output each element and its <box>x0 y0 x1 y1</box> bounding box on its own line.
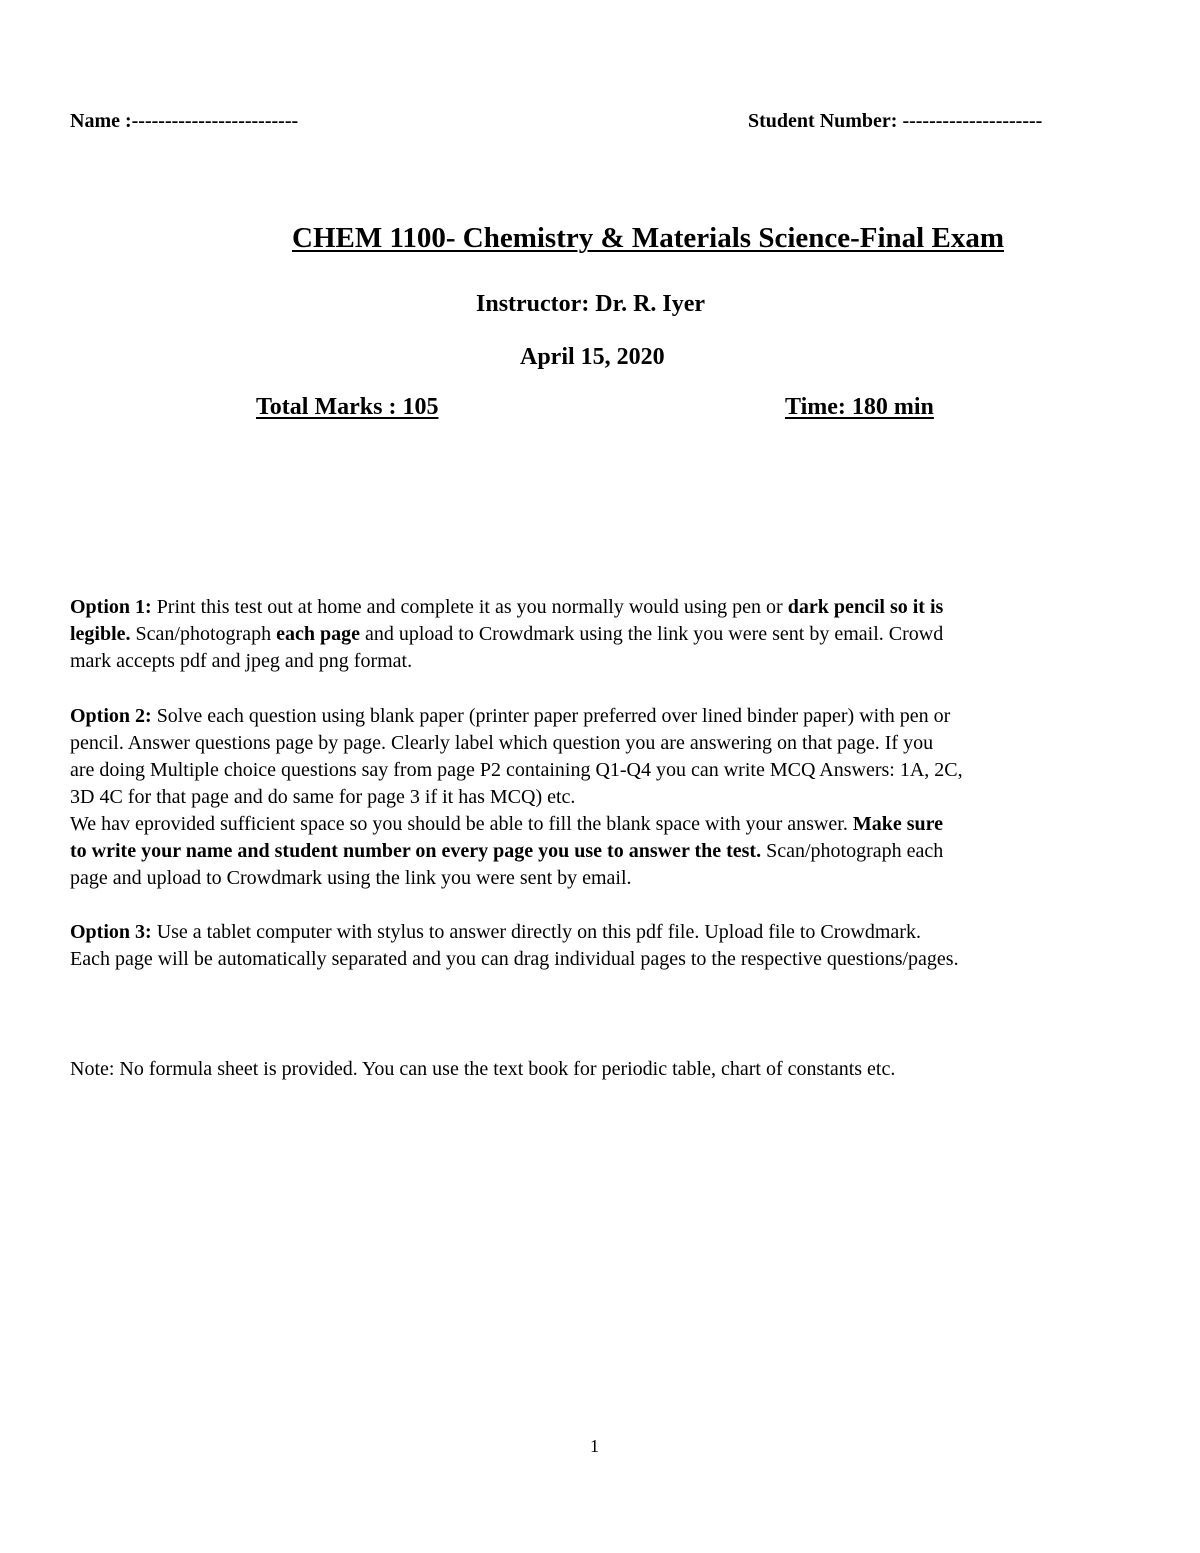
option-1-text: Print this test out at home and complete it as you normally would using pen or <box>151 596 788 618</box>
option-1-emphasis: each page <box>276 623 360 645</box>
exam-title: CHEM 1100- Chemistry & Materials Science-Final Exam <box>292 222 1004 254</box>
option-1-text: Scan/photograph <box>130 623 277 645</box>
option-2-text: We hav eprovided sufficient space so you should be able to fill the blank space with your answer. <box>70 813 853 835</box>
option-2-text: pencil. Answer questions page by page. Clearly label which question you are answering on that page. If you <box>70 732 934 754</box>
option-1-emphasis: dark pencil so it is <box>787 596 944 618</box>
option-1-text: and upload to Crowdmark using the link you were sent by email. Crowd <box>359 623 944 645</box>
total-marks: Total Marks : 105 <box>256 394 439 420</box>
option-3-instructions <box>70 919 959 973</box>
instructor-line: Instructor: Dr. R. Iyer <box>476 291 706 317</box>
option-2-emphasis: Make sure <box>852 813 943 835</box>
option-2-text: are doing Multiple choice questions say from page P2 containing Q1-Q4 you can write MCQ Answers: 1A, 2C, <box>70 759 963 781</box>
option-1-text: mark accepts pdf and jpeg and png format. <box>70 650 413 672</box>
exam-date: April 15, 2020 <box>520 344 665 370</box>
option-2-text: Solve each question using blank paper (printer paper preferred over lined binder paper) with pen or <box>151 705 951 727</box>
option-2-instructions <box>70 703 963 892</box>
page-number: 1 <box>590 1436 599 1456</box>
exam-time: Time: 180 min <box>785 394 934 420</box>
option-2-text: page and upload to Crowdmark using the link you were sent by email. <box>70 867 632 889</box>
option-2-label: Option 2: <box>70 705 152 727</box>
option-3-text: Each page will be automatically separated and you can drag individual pages to the respective questions/pages. <box>70 948 959 970</box>
option-3-text: Use a tablet computer with stylus to answer directly on this pdf file. Upload file to Crowdmark. <box>151 921 921 943</box>
name-field-label: Name :------------------------- <box>70 110 299 132</box>
option-1-instructions <box>70 594 943 675</box>
option-2-text: 3D 4C for that page and do same for page 3 if it has MCQ) etc. <box>70 786 576 808</box>
option-1-label: Option 1: <box>70 596 152 618</box>
option-1-emphasis: legible. <box>70 623 131 645</box>
student-number-field-label: Student Number: --------------------- <box>748 110 1043 132</box>
formula-sheet-note: Note: No formula sheet is provided. You can use the text book for periodic table, chart of constants etc. <box>70 1058 896 1080</box>
option-3-label: Option 3: <box>70 921 152 943</box>
option-2-text: Scan/photograph each <box>761 840 944 862</box>
option-2-emphasis: to write your name and student number on every page you use to answer the test. <box>70 840 762 862</box>
